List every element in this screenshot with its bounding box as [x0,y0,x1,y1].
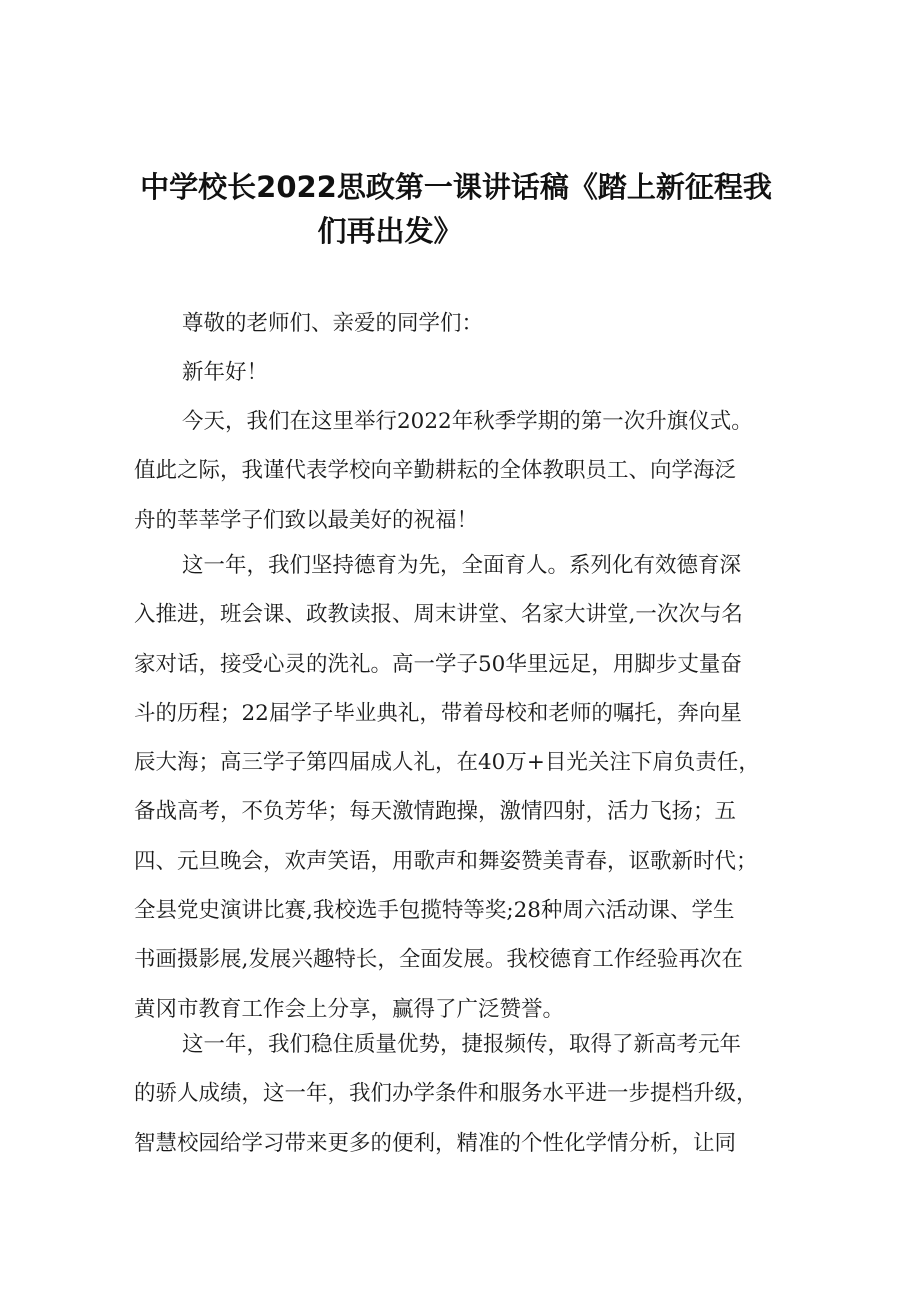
paragraph-line: 的骄人成绩，这一年，我们办学条件和服务水平进一步提档升级， [134,1081,758,1107]
paragraph-line: 舟的莘莘学子们致以最美好的祝福！ [134,507,479,533]
paragraph-line: 辰大海；高三学子第四届成人礼，在40万+目光关注下肩负责任， [134,750,760,776]
paragraph-line: 智慧校园给学习带来更多的便利，精准的个性化学情分析，让同 [134,1130,737,1156]
paragraph-line: 备战高考，不负芳华；每天激情跑操，激情四射，活力飞扬；五 [134,799,737,825]
paragraph-line: 四、元旦晚会，欢声笑语，用歌声和舞姿赞美青春，讴歌新时代； [134,848,758,874]
paragraph-line: 全县党史演讲比赛,我校选手包揽特等奖;28种周六活动课、学生 [134,898,735,924]
body-paragraph-2 [134,548,794,1028]
paragraph-line: 今天，我们在这里举行2022年秋季学期的第一次升旗仪式。 [182,409,753,434]
newyear-line: 新年好！ [182,360,269,385]
paragraph-line: 黄冈市教育工作会上分享，赢得了广泛赞誉。 [134,996,565,1022]
body-paragraph-3 [134,1027,794,1162]
greeting-line: 尊敬的老师们、亲爱的同学们： [182,311,484,336]
paragraph-line: 家对话，接受心灵的洗礼。高一学子50华里远足，用脚步丈量奋 [134,651,742,677]
paragraph-line: 值此之际，我谨代表学校向辛勤耕耘的全体教职员工、向学海泛 [134,458,737,484]
paragraph-line: 这一年，我们坚持德育为先，全面育人。系列化有效德育深 [182,553,742,578]
body-paragraph-1 [134,404,794,539]
paragraph-line: 入推进，班会课、政教读报、周末讲堂、名家大讲堂,一次次与名 [134,602,743,628]
document-title-line-1: 中学校长2022思政第一课讲话稿《踏上新征程我 [140,170,772,204]
paragraph-line: 斗的历程；22届学子毕业典礼，带着母校和老师的嘱托，奔向星 [134,700,742,726]
document-title-line-2: 们再出发》 [317,214,463,248]
paragraph-line: 这一年，我们稳住质量优势，捷报频传，取得了新高考元年 [182,1032,742,1057]
greeting-paragraph [134,306,794,342]
paragraph-line: 书画摄影展,发展兴趣特长，全面发展。我校德育工作经验再次在 [134,947,743,973]
newyear-paragraph [134,355,794,391]
